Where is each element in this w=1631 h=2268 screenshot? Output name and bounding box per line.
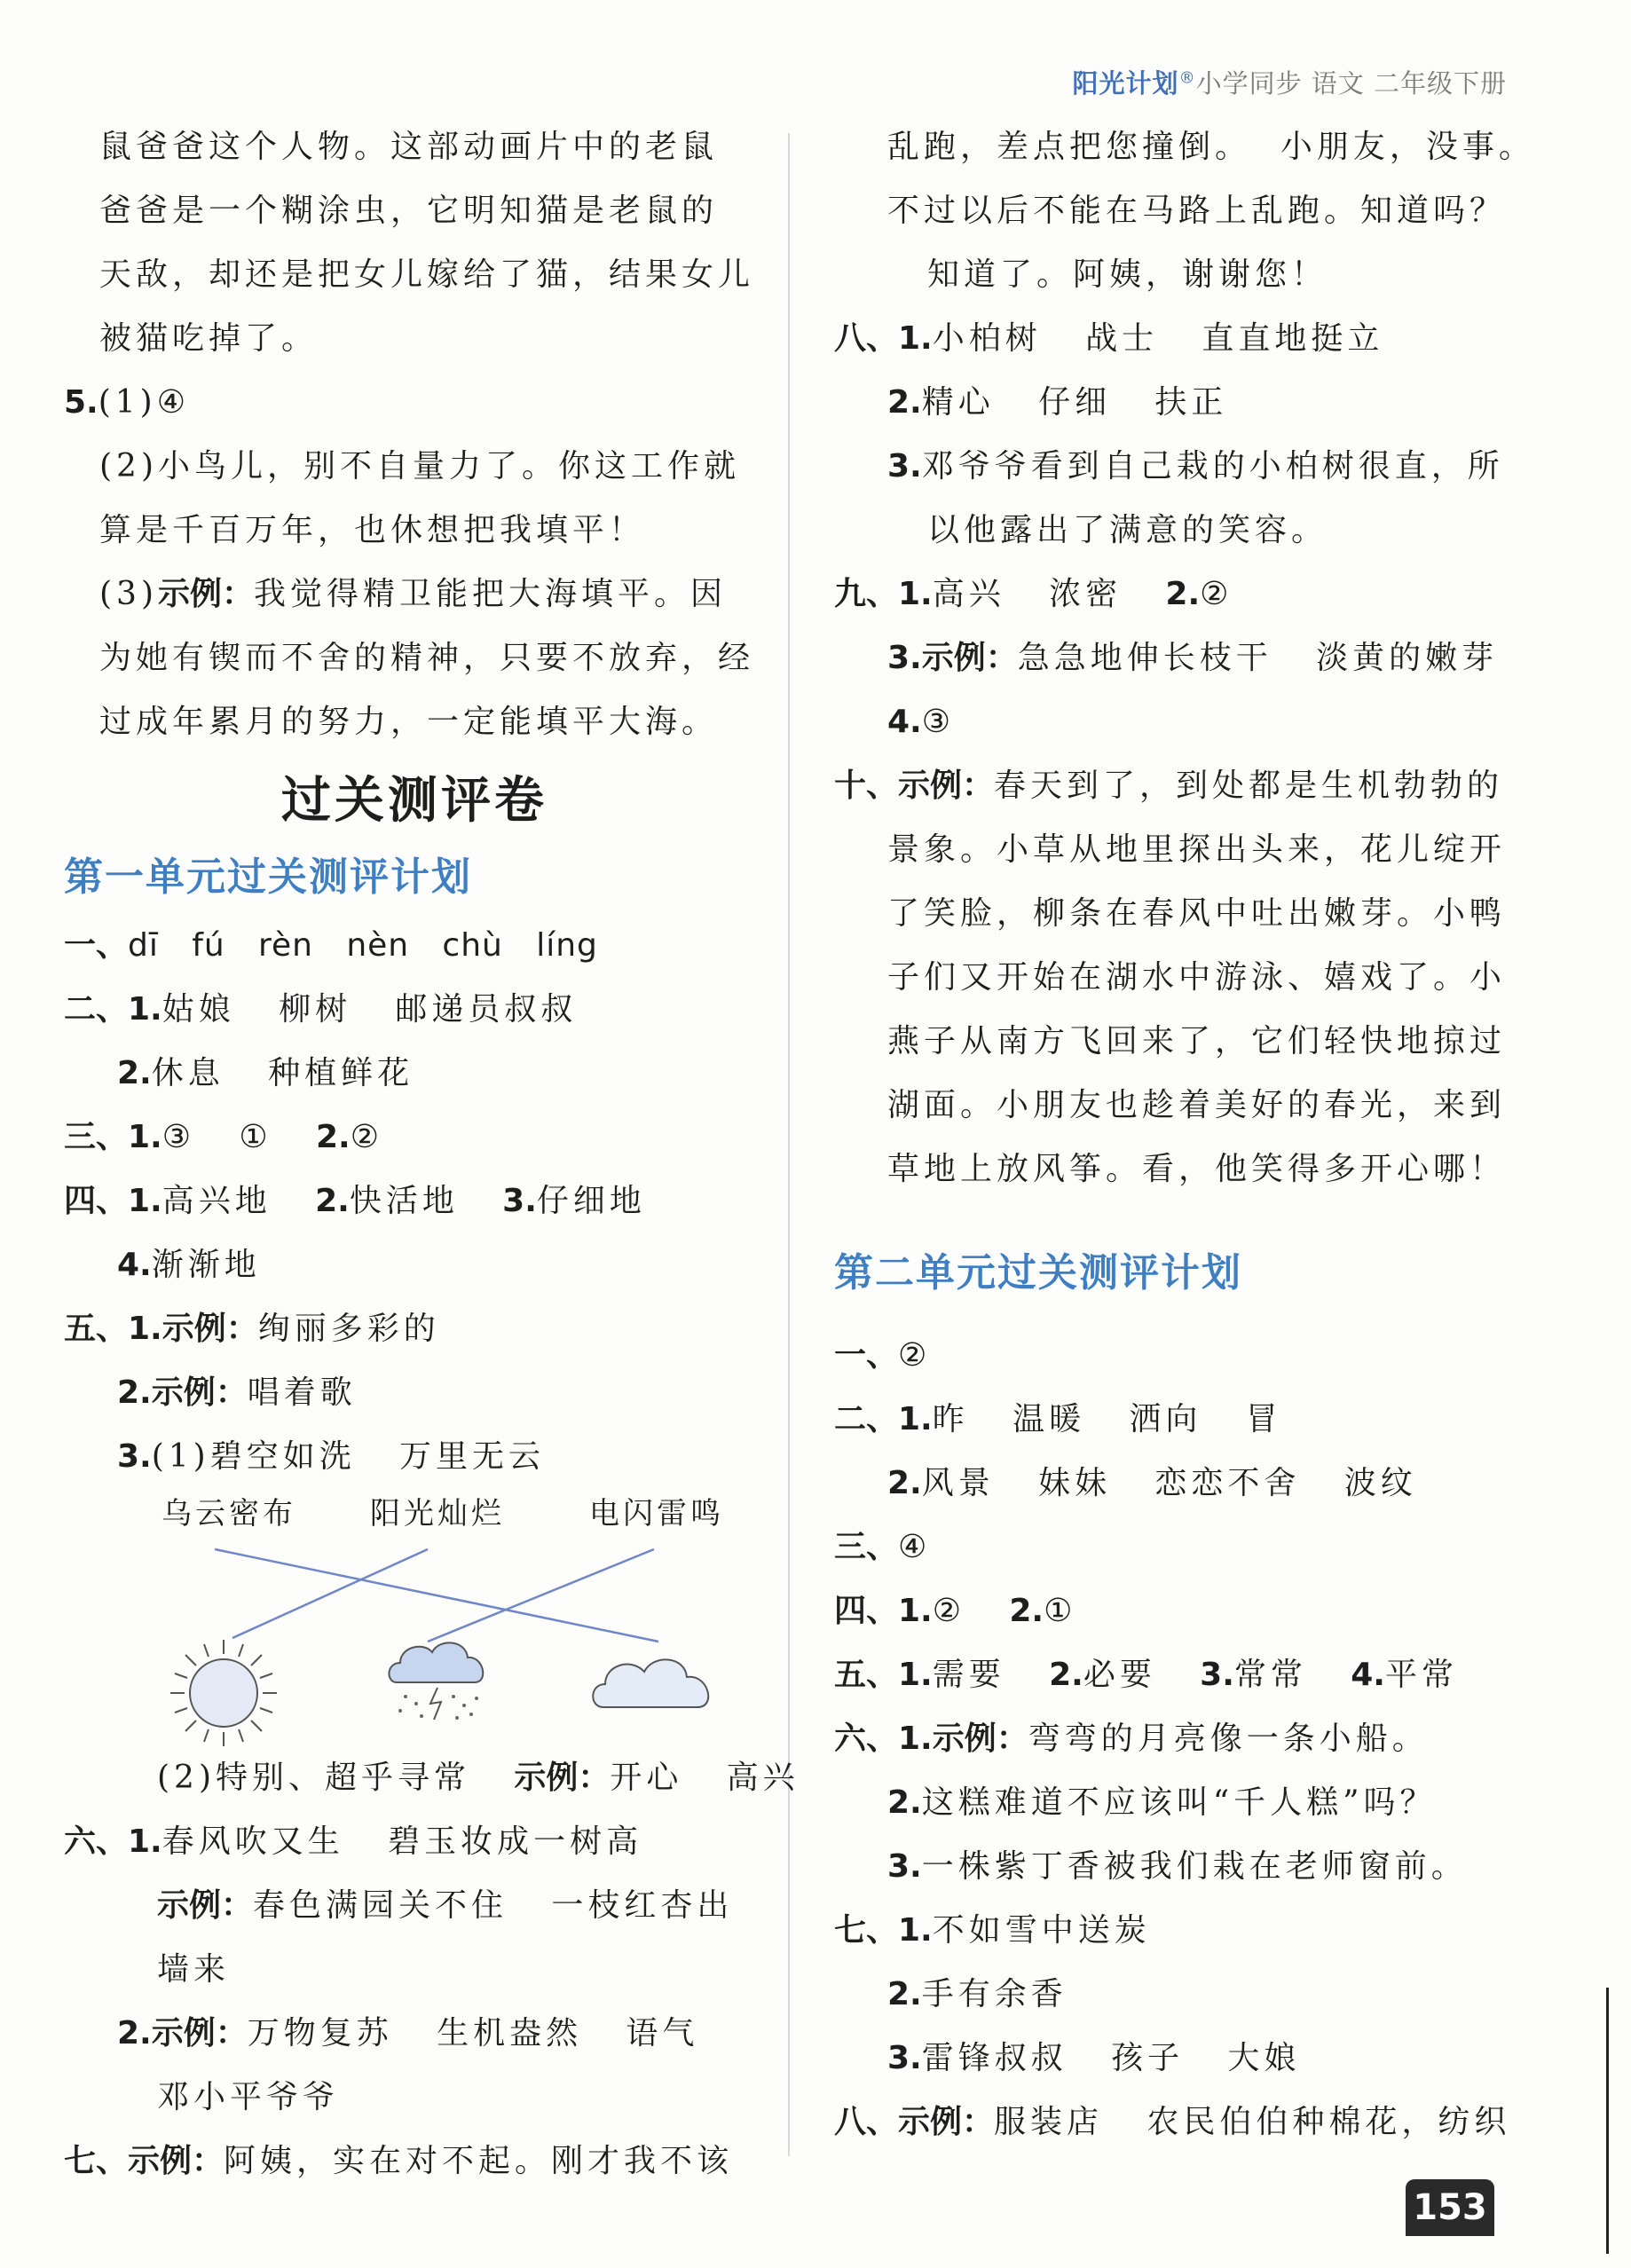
u2-answer-6-3 [834, 1835, 1526, 1899]
question-label: 四、1. [64, 1183, 162, 1219]
answer-9-4 [834, 690, 1526, 754]
example-label: 示例： [151, 1374, 248, 1411]
question-number: 2. [887, 1784, 922, 1821]
answer-text: (1)碧空如洗 万里无云 [151, 1438, 546, 1475]
text-line: 燕子从南方飞回来了，它们轻快地掠过 [887, 1023, 1507, 1059]
u2-answer-4 [834, 1579, 1526, 1643]
question-number: 3. [887, 1848, 922, 1885]
question-number: 3. [887, 448, 922, 484]
answer-text: ② [350, 1119, 383, 1155]
registered-mark: ® [1178, 68, 1196, 88]
answer-9-1 [834, 563, 1526, 626]
right-column [834, 115, 1535, 2154]
answer-text: 姑娘 柳树 邮递员叔叔 [162, 991, 578, 1028]
matching-diagram [64, 1542, 738, 1746]
text-line: 不过以后不能在马路上乱跑。知道吗？ [887, 193, 1507, 229]
u2-answer-1 [834, 1324, 1526, 1388]
question-number: 4. [1351, 1657, 1385, 1693]
text-line: 过成年累月的努力，一定能填平大海。 [99, 704, 719, 740]
answer-5-3-2 [64, 1746, 800, 1810]
answer-7 [64, 2130, 765, 2193]
answer-text: 我觉得精卫能把大海填平。因 [254, 576, 728, 612]
answer-5-1 [64, 1297, 765, 1361]
text-line: 邓小平爷爷 [157, 2079, 340, 2115]
answer-text: 必要 [1083, 1657, 1201, 1693]
question-number: 2. [1049, 1657, 1083, 1693]
answer-text: 唱着歌 [247, 1374, 357, 1411]
answer-text: ② [932, 1593, 1010, 1629]
question-number: 2. [315, 1119, 351, 1155]
question-number: 4. [887, 704, 922, 740]
match-line [428, 1549, 654, 1642]
question-label: 六、1. [64, 1823, 162, 1860]
text-line: 草地上放风筝。看，他笑得多开心哪！ [887, 1151, 1507, 1187]
answer-9-3 [834, 626, 1526, 690]
u2-answer-3 [834, 1516, 1526, 1579]
answer-10 [834, 754, 1526, 818]
u2-answer-7-3 [834, 2027, 1526, 2091]
left-column [64, 115, 800, 2193]
example-label: 示例： [162, 1311, 258, 1347]
text-line: 天敌，却还是把女儿嫁给了猫，结果女儿 [99, 256, 755, 293]
question-label: 二、1. [834, 1401, 933, 1437]
question-number: 2. [887, 1976, 922, 2012]
answer-text: 手有余香 [921, 1976, 1068, 2012]
answer-text: 休息 种植鲜花 [151, 1055, 414, 1091]
sub-number: (3) [99, 576, 158, 612]
answer-text: 平常 [1384, 1657, 1458, 1693]
answer-text: 急急地伸长枝干 淡黄的嫩芽 [1017, 640, 1499, 676]
unit-title: 第二单元过关测评计划 [834, 1250, 1242, 1295]
example-label: 示例： [921, 640, 1018, 676]
text-line [64, 563, 765, 626]
match-word: 乌云密布 [162, 1496, 296, 1532]
question-number: 3. [887, 640, 922, 676]
example-label: 示例： [514, 1760, 611, 1796]
answer-4 [64, 1169, 765, 1233]
column-divider [788, 133, 790, 2156]
match-word: 电闪雷鸣 [589, 1496, 724, 1532]
example-label: 示例： [898, 768, 995, 804]
question-label: 三、 [834, 1529, 899, 1565]
answer-text: 小柏树 战士 直直地挺立 [932, 320, 1384, 357]
answer-text: 需要 [932, 1657, 1050, 1693]
u2-answer-6-2 [834, 1771, 1526, 1835]
question-label: 八、 [834, 2104, 899, 2140]
sun-icon [170, 1640, 277, 1746]
pinyin-answer: dī fú rèn nèn chù líng [128, 927, 598, 964]
answer-8-3 [834, 435, 1526, 499]
answer-text: ② [898, 1337, 932, 1374]
answer-text: 渐渐地 [151, 1247, 261, 1283]
answer-text: (1)④ [98, 384, 191, 421]
brand-name: 阳光计划 [1072, 68, 1179, 98]
question-number: 2. [117, 2015, 152, 2051]
example-label: 示例： [151, 2015, 248, 2051]
text-line: 被猫吃掉了。 [99, 320, 319, 357]
matching-figure [64, 1542, 765, 1746]
answer-4-4 [64, 1233, 765, 1297]
page-edge-rule [1606, 1988, 1609, 2254]
question-number: 2. [1165, 576, 1201, 612]
answer-text: 精心 仔细 扶正 [921, 384, 1228, 421]
answer-3 [64, 1106, 765, 1169]
cloud-icon [593, 1659, 708, 1707]
question-label: 二、1. [64, 991, 162, 1028]
question-label: 十、 [834, 768, 899, 804]
question-label: 八、1. [834, 320, 933, 357]
u2-answer-6-1 [834, 1707, 1526, 1771]
answer-text: ④ [898, 1529, 932, 1565]
text-line: 算是千百万年，也休想把我填平！ [99, 512, 646, 548]
answer-text: 昨 温暖 洒向 冒 [932, 1401, 1282, 1437]
question-number: 3. [1200, 1657, 1234, 1693]
question-label: 六、1. [834, 1721, 933, 1757]
answer-text: ① [1044, 1593, 1077, 1629]
answer-text: 春天到了，到处都是生机勃勃的 [994, 768, 1504, 804]
thunderstorm-cloud-icon [389, 1642, 483, 1720]
matching-words [64, 1489, 765, 1542]
answer-text: 弯弯的月亮像一条小船。 [1028, 1721, 1429, 1757]
text-line: 以他露出了满意的笑容。 [927, 512, 1328, 548]
answer-5-2 [64, 1361, 765, 1425]
answer-6-1 [64, 1810, 765, 1874]
page-number: 153 [1406, 2179, 1494, 2236]
example-label: 示例： [157, 1887, 254, 1924]
text-line: 湖面。小朋友也趁着美好的春光，来到 [887, 1087, 1507, 1123]
question-number: 4. [117, 1247, 152, 1283]
answer-5 [64, 371, 765, 435]
u2-answer-7-1 [834, 1899, 1526, 1963]
answer-text: (2)特别、超乎寻常 [157, 1760, 515, 1796]
answer-text: 雷锋叔叔 孩子 大娘 [921, 2040, 1301, 2076]
answer-8-1 [834, 307, 1526, 371]
question-label: 一、 [64, 927, 129, 964]
answer-text: 春风吹又生 碧玉妆成一树高 [162, 1823, 643, 1860]
text-line: 景象。小草从地里探出头来，花儿绽开 [887, 831, 1507, 868]
answer-text: 常常 [1233, 1657, 1351, 1693]
answer-text: 绚丽多彩的 [257, 1311, 440, 1347]
question-number: 5. [64, 384, 98, 421]
u2-answer-8 [834, 2091, 1526, 2154]
text-line: 了笑脸，柳条在春风中吐出嫩芽。小鸭 [887, 895, 1507, 932]
example-label: 示例： [128, 2143, 225, 2179]
text-line: (2)小鸟儿，别不自量力了。你这工作就 [99, 448, 740, 484]
answer-text: 这糕难道不应该叫“千人糕”吗？ [921, 1784, 1437, 1821]
example-label: 示例： [158, 576, 255, 612]
question-label: 七、 [64, 2143, 129, 2179]
answer-text: 风景 妹妹 恋恋不舍 波纹 [921, 1465, 1417, 1501]
answer-text: 春色满园关不住 一枝红杏出 [253, 1887, 734, 1924]
answer-text: 服装店 农民伯伯种棉花，纺织 [994, 2104, 1511, 2140]
answer-2-2 [64, 1042, 765, 1106]
answer-text: 仔细地 [536, 1183, 646, 1219]
spacer [834, 1201, 1526, 1237]
u2-answer-2-2 [834, 1452, 1526, 1516]
question-number: 3. [117, 1438, 152, 1475]
question-number: 3. [887, 2040, 922, 2076]
answer-text: 阿姨，实在对不起。刚才我不该 [224, 2143, 734, 2179]
answer-text: 高兴 浓密 [932, 576, 1166, 612]
answer-1 [64, 914, 765, 978]
match-line [215, 1549, 658, 1642]
answer-5-3 [64, 1425, 765, 1489]
answer-text: 一株紫丁香被我们栽在老师窗前。 [921, 1848, 1468, 1885]
match-line [232, 1549, 428, 1638]
answer-6-2 [64, 2002, 765, 2066]
answer-text: 邓爷爷看到自己栽的小柏树很直，所 [921, 448, 1504, 484]
question-label: 九、1. [834, 576, 933, 612]
question-label: 一、 [834, 1337, 899, 1374]
u2-answer-5 [834, 1643, 1526, 1707]
text-line: 乱跑，差点把您撞倒。 小朋友，没事。 [887, 129, 1535, 165]
unit-title: 第一单元过关测评计划 [64, 854, 472, 900]
answer-text: 高兴地 [162, 1183, 316, 1219]
u2-answer-2-1 [834, 1388, 1526, 1452]
question-label: 七、1. [834, 1912, 933, 1949]
text-line: 墙来 [157, 1951, 231, 1988]
answer-text: ② [1200, 576, 1233, 612]
running-header [1073, 64, 1507, 100]
text-line: 子们又开始在湖水中游泳、嬉戏了。小 [887, 959, 1507, 996]
answer-text: 快活地 [349, 1183, 503, 1219]
example-label: 示例： [932, 1721, 1028, 1757]
match-word: 阳光灿烂 [370, 1496, 505, 1532]
u2-answer-7-2 [834, 1963, 1526, 2027]
answer-text: 万物复苏 生机盎然 语气 [247, 2015, 699, 2051]
question-number: 2. [117, 1055, 152, 1091]
question-number: 2. [1009, 1593, 1044, 1629]
question-number: 2. [315, 1183, 350, 1219]
question-label: 四、1. [834, 1593, 933, 1629]
question-label: 三、1. [64, 1119, 162, 1155]
text-line: 爸爸是一个糊涂虫，它明知猫是老鼠的 [99, 193, 719, 229]
section-heading: 过关测评卷 [281, 771, 548, 830]
text-line: 鼠爸爸这个人物。这部动画片中的老鼠 [99, 129, 719, 165]
answer-text: ③ ① [162, 1119, 316, 1155]
spacer [834, 1310, 1526, 1324]
text-line: 为她有锲而不舍的精神，只要不放弃，经 [99, 640, 755, 676]
question-label: 五、1. [64, 1311, 162, 1347]
text-line: 知道了。阿姨，谢谢您！ [927, 256, 1328, 293]
answer-text: 不如雪中送炭 [932, 1912, 1151, 1949]
answer-8-2 [834, 371, 1526, 435]
question-label: 五、1. [834, 1657, 933, 1693]
answer-text: 开心 高兴 [610, 1760, 800, 1796]
question-number: 2. [887, 384, 922, 421]
question-number: 2. [117, 1374, 152, 1411]
answer-text: ③ [921, 704, 956, 740]
answer-2-1 [64, 978, 765, 1042]
example-label: 示例： [898, 2104, 995, 2140]
book-subtitle: 小学同步 语文 二年级下册 [1195, 68, 1507, 98]
question-number: 3. [502, 1183, 537, 1219]
answer-6-1-example [64, 1874, 765, 1938]
question-number: 2. [887, 1465, 922, 1501]
